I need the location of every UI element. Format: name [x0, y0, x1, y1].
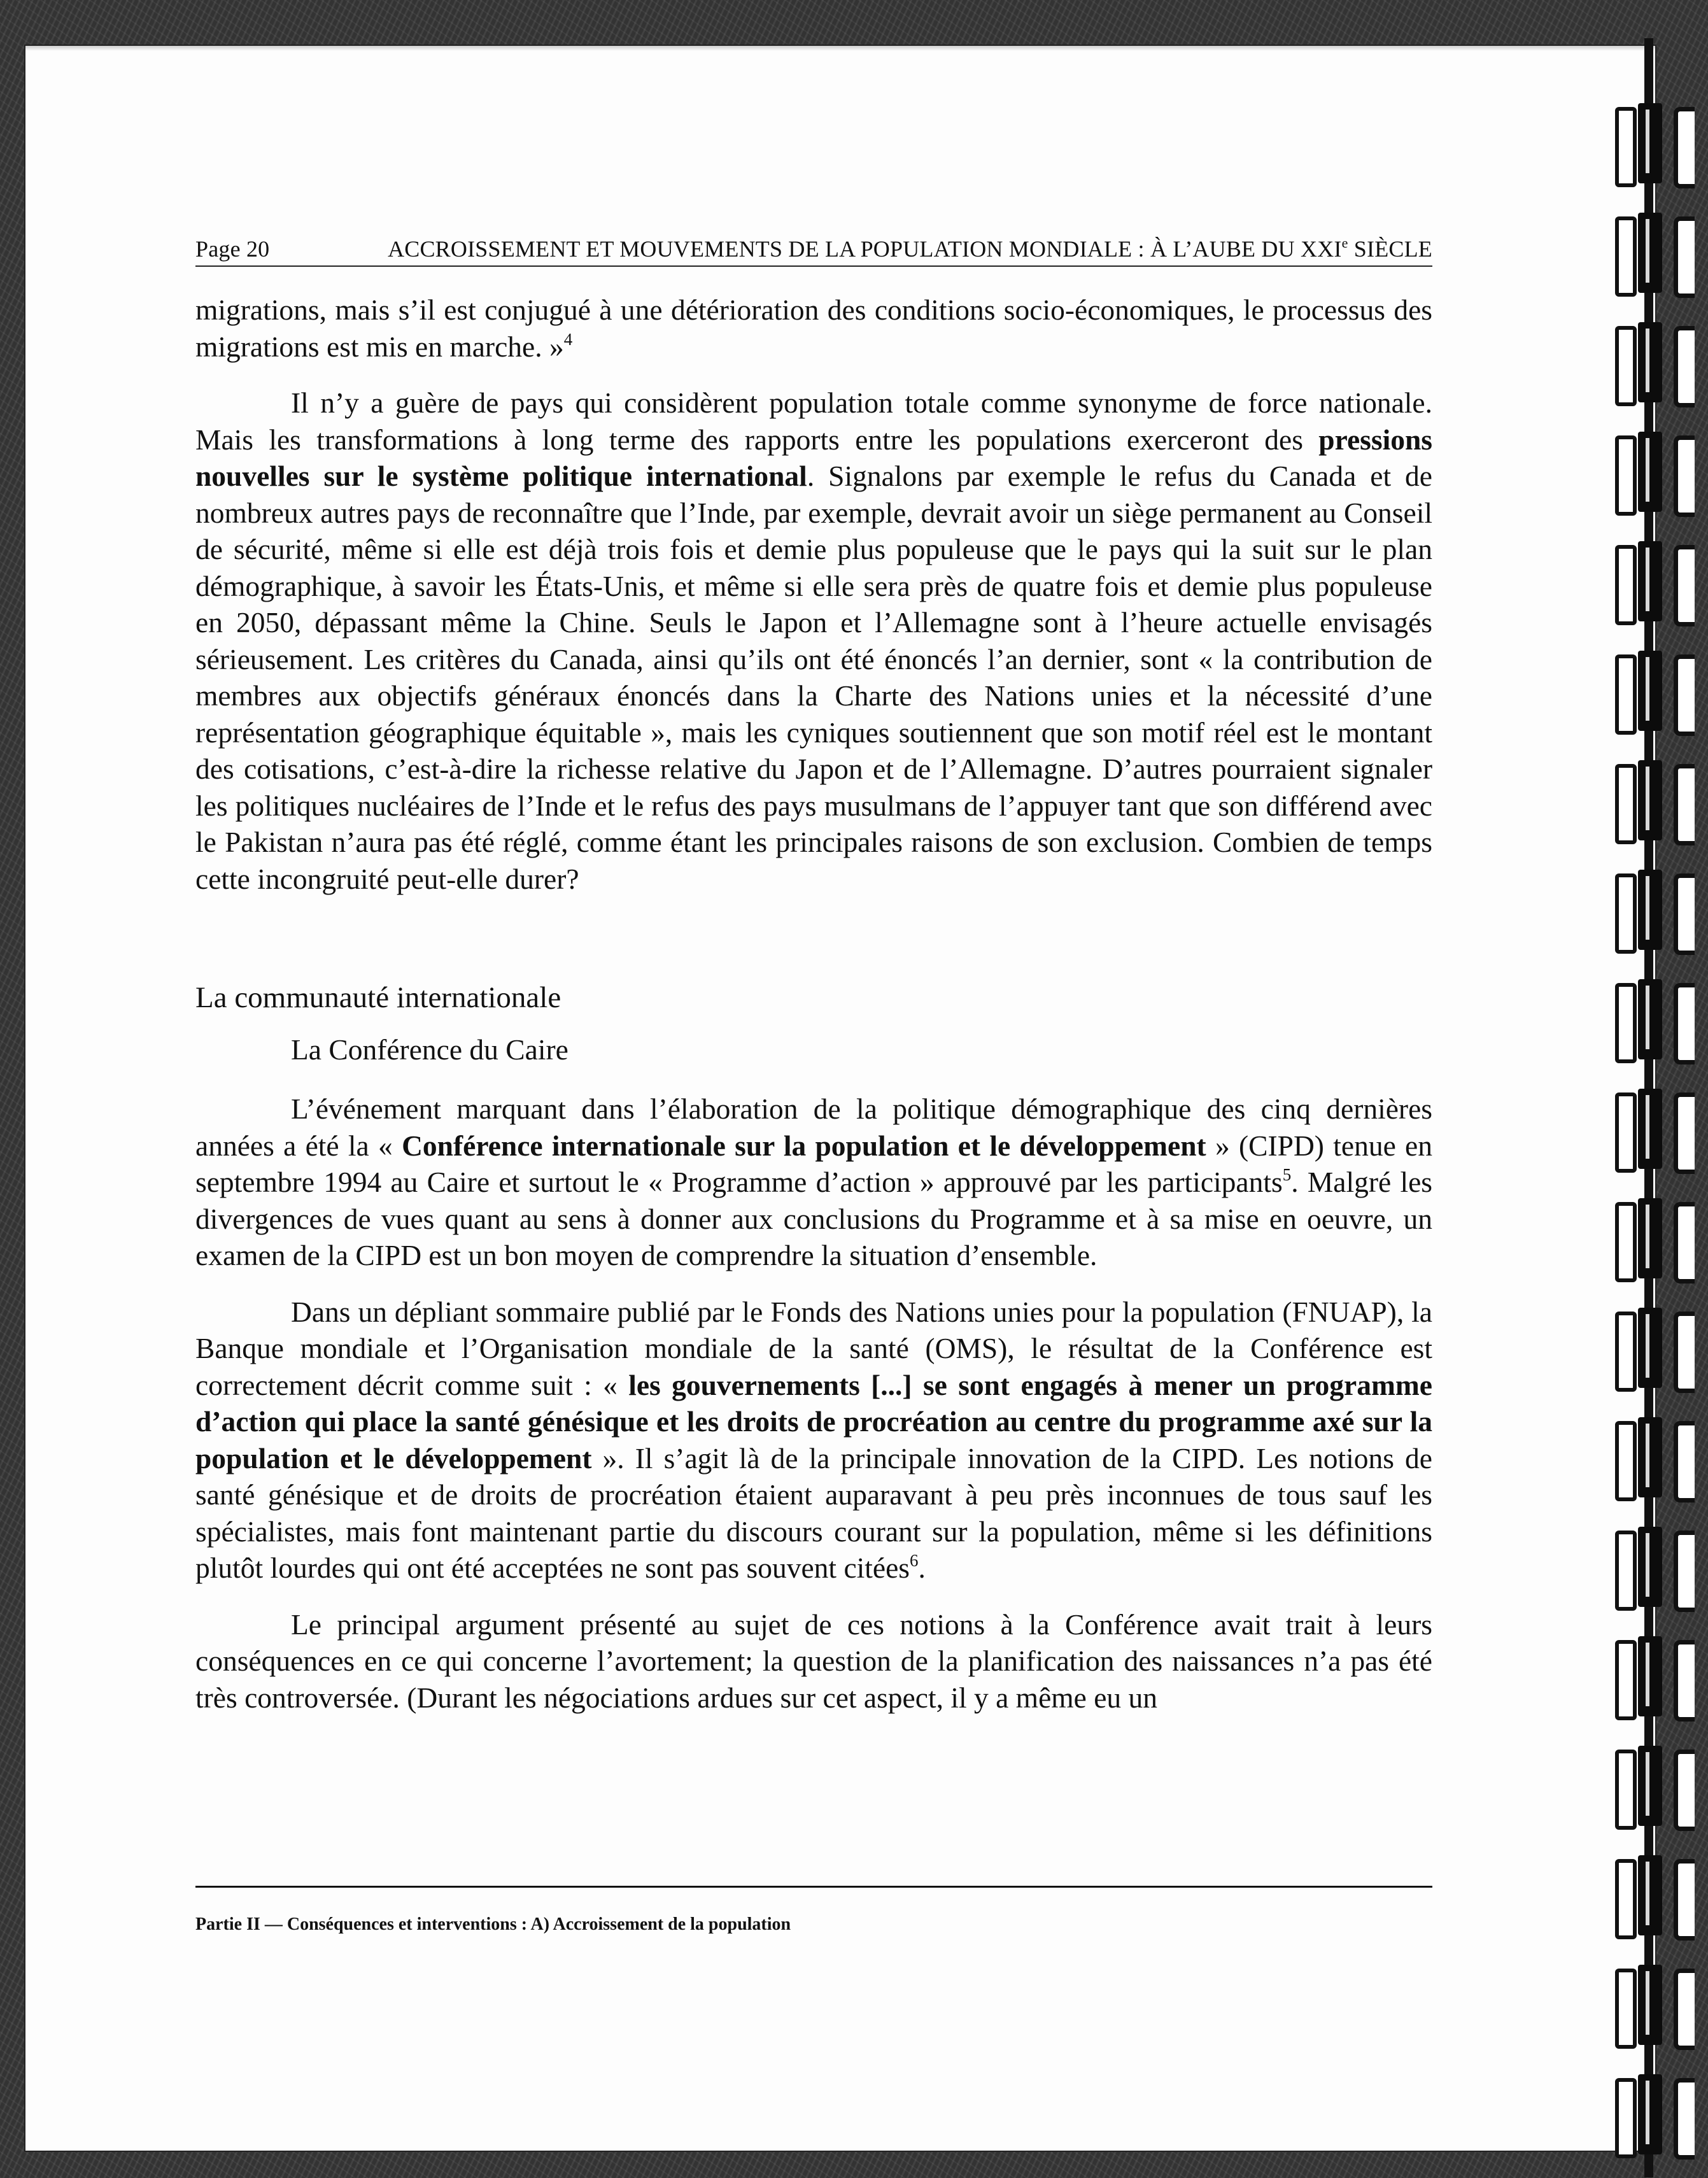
running-title-superscript: e	[1341, 235, 1348, 251]
binding-coil	[1613, 1744, 1708, 1827]
binding-coil	[1613, 1087, 1708, 1170]
spiral-binding	[1613, 38, 1708, 2177]
binding-coil	[1613, 868, 1708, 951]
binding-coil	[1613, 649, 1708, 732]
binding-coil	[1613, 1416, 1708, 1499]
footnote-ref-6: 6	[910, 1551, 919, 1570]
paragraph-fnuap-leaflet	[195, 1294, 1432, 1587]
binding-coil	[1613, 1854, 1708, 1937]
running-title	[388, 236, 1432, 262]
footnote-ref-4: 4	[563, 329, 573, 349]
bold-quote: les gouvernements [...] se sont engagés à mener un programme d’action qui place la santé génésique et les droits de procréation au centre du programme axé sur la population et le développement	[195, 1368, 1432, 1474]
binding-coil	[1613, 1635, 1708, 1718]
page-body	[195, 292, 1432, 1736]
paragraph-text: migrations, mais s’il est conjugué à une détérioration des conditions socio-économiques, le processus des migrations est mis en marche. »	[195, 293, 1432, 363]
binding-coil	[1613, 211, 1708, 294]
paragraph-text: . Signalons par exemple le refus du Canada et de nombreux autres pays de reconnaître que l’Inde, par exemple, devrait avoir un siège permanent au Conseil de sécurité, même si elle est déjà trois fois et demie plus populeuse que le pays qui la suit sur le plan démographique, à savoir les États-Unis, et même si elle sera près de quatre fois et demie plus populeuse en 2050, dépassant même la Chine. Seuls le Japon et l’Allemagne sont à l’heure actuelle envisagés sérieusement. Les critères du Canada, ainsi qu’ils ont été énoncés l’an dernier, sont « la contribution de membres aux objectifs généraux énoncés dans la Charte des Nations unies et la nécessité d’une représentation géographique équitable », mais les cyniques soutiennent que son motif réel est le montant des cotisations, c’est-à-dire la richesse relative du Japon et de l’Allemagne. D’autres pourraient signaler les politiques nucléaires de l’Inde et le refus des pays musulmans de l’appuyer tant que son différend avec le Pakistan n’aura pas été réglé, comme étant les principales raisons de son exclusion. Combien de temps cette incongruité peut-elle durer?	[195, 460, 1432, 895]
footnote-ref-5: 5	[1282, 1165, 1292, 1184]
paragraph-text: » (CIPD) tenue en septembre 1994 au Caire et surtout le « Programme d’action » approuvé par les participants	[195, 1129, 1433, 1198]
running-title-text: ACCROISSEMENT ET MOUVEMENTS DE LA POPULATION MONDIALE : À L’AUBE DU XXI	[388, 236, 1342, 262]
page-number: Page 20	[195, 236, 270, 262]
paragraph-text: .	[918, 1552, 926, 1584]
subsection-heading: La Conférence du Caire	[291, 1033, 568, 1066]
paragraph-cipd-event	[195, 1091, 1432, 1274]
paragraph-text: Il n’y a guère de pays qui considèrent population totale comme synonyme de force nationale. Mais les transformations à long terme des rapports entre les populations exerceront des	[195, 386, 1432, 456]
page-header	[195, 236, 1432, 266]
binding-coil	[1613, 1197, 1708, 1280]
binding-coil	[1613, 1525, 1708, 1608]
binding-coil	[1613, 321, 1708, 404]
footer-rule	[195, 1886, 1432, 1888]
paragraph-abortion-argument	[195, 1606, 1432, 1716]
paragraph-text: L’événement marquant dans l’élaboration de la politique démographique des cinq dernières années a été la «	[195, 1093, 1432, 1162]
binding-coil	[1613, 2073, 1708, 2156]
bold-phrase: pressions nouvelles sur le système politique international	[195, 423, 1432, 492]
binding-coil	[1613, 759, 1708, 842]
paragraph-continuation	[195, 292, 1432, 365]
binding-coil	[1613, 1963, 1708, 2046]
header-rule	[195, 265, 1432, 267]
paragraph-text: Le principal argument présenté au sujet de ces notions à la Conférence avait trait à leurs conséquences en ce qui concerne l’avortement; la question de la planification des naissances n’a pas été très controversée. (Durant les négociations ardues sur cet aspect, il y a même eu un	[195, 1608, 1432, 1714]
page-top-shadow	[25, 46, 1655, 51]
paragraph-text: Dans un dépliant sommaire publié par le Fonds des Nations unies pour la population (FNUAP), la Banque mondiale et l’Organisation mondiale de la santé (OMS), le résultat de la Conférence est correctement décrit comme suit : «	[195, 1295, 1432, 1401]
binding-coil	[1613, 540, 1708, 623]
bold-phrase: Conférence internationale sur la population et le développement	[402, 1129, 1206, 1162]
paragraph-population-force	[195, 385, 1432, 897]
paragraph-text: . Malgré les divergences de vues quant au sens à donner aux conclusions du Programme et à sa mise en oeuvre, un examen de la CIPD est un bon moyen de comprendre la situation d’ensemble.	[195, 1166, 1432, 1271]
binding-coil	[1613, 978, 1708, 1061]
binding-coil	[1613, 102, 1708, 185]
binding-coil	[1613, 1306, 1708, 1389]
page-footer: Partie II — Conséquences et interventions : A) Accroissement de la population	[195, 1914, 791, 1934]
binding-coil	[1613, 430, 1708, 513]
paragraph-text: ». Il s’agit là de la principale innovation de la CIPD. Les notions de santé génésique et de droits de procréation étaient auparavant à peu près inconnues de tous sauf les spécialistes, mais font maintenant partie du discours courant sur la population, même si les définitions plutôt lourdes qui ont été acceptées ne sont pas souvent citées	[195, 1441, 1432, 1584]
section-heading: La communauté internationale	[195, 981, 561, 1014]
running-title-end: SIÈCLE	[1348, 236, 1432, 262]
